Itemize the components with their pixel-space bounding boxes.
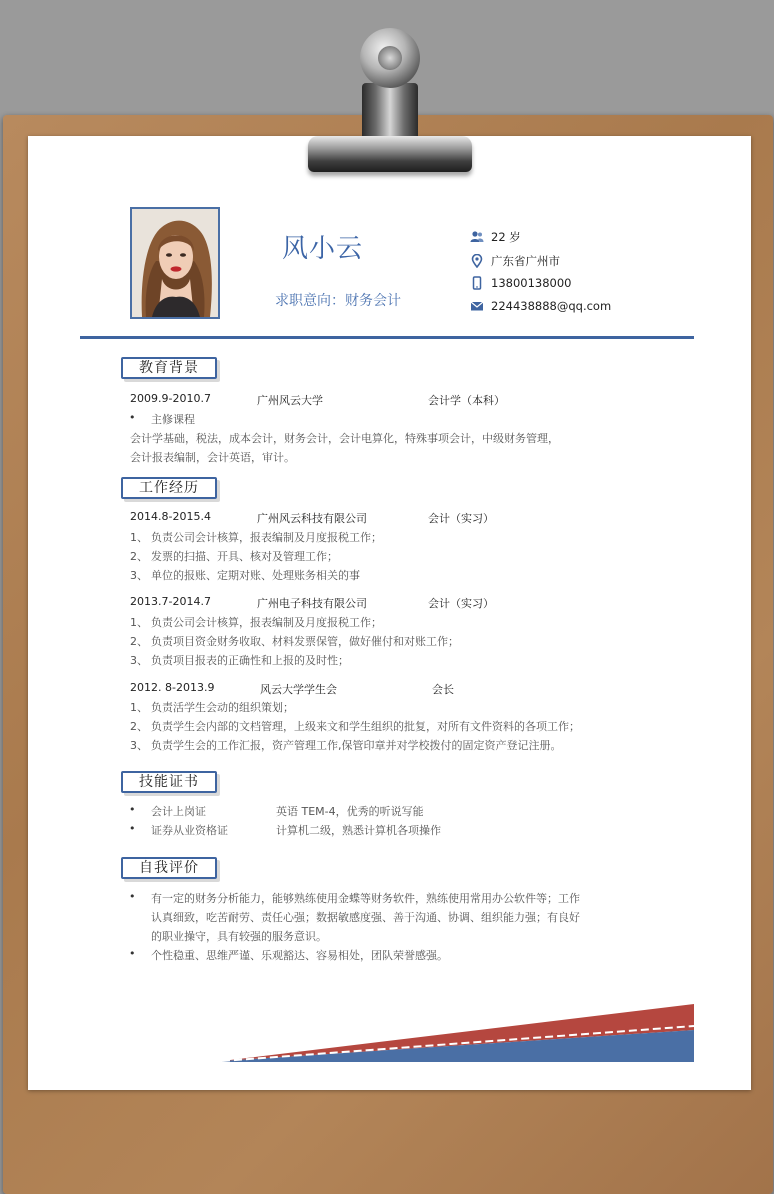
job-item-number: 3、 — [130, 739, 148, 752]
people-icon — [470, 230, 484, 244]
job-item-number: 3、 — [130, 654, 148, 667]
section-title-self-evaluation: 自我评价 — [121, 857, 217, 879]
location-text: 广东省广州市 — [491, 254, 560, 268]
job-item-text: 发票的扫描、开具、核对及管理工作； — [151, 550, 338, 563]
section-title-skills: 技能证书 — [121, 771, 217, 793]
job-item-number: 2、 — [130, 635, 148, 648]
education-school: 广州风云大学 — [257, 394, 323, 407]
footer-decoration — [222, 1004, 694, 1062]
job-item-text: 负责学生会内部的文档管理，上级来文和学生组织的批复，对所有文件资料的各项工作； — [151, 720, 580, 733]
job-org: 广州电子科技有限公司 — [257, 597, 367, 610]
job-intent: 求职意向：财务会计 — [275, 293, 401, 309]
self-eval-line-2: 认真细致，吃苦耐劳、责任心强；数据敏感度强、善于沟通、协调、组织能力强；有良好 — [151, 911, 580, 924]
education-major: 会计学（本科） — [428, 394, 505, 407]
education-courses-line-1: 会计学基础，税法，成本会计，财务会计，会计电算化，特殊事项会计，中级财务管理， — [130, 432, 559, 445]
phone-icon — [470, 276, 484, 290]
job-item-text: 负责公司会计核算，报表编制及月度报税工作； — [151, 531, 382, 544]
location-pin-icon — [470, 254, 484, 268]
job-item-number: 1、 — [130, 701, 148, 714]
skill-name: • 证券从业资格证 — [151, 822, 228, 838]
job-org: 风云大学学生会 — [260, 683, 337, 696]
clip-neck — [362, 83, 418, 143]
skill-name: • 会计上岗证 — [151, 803, 206, 819]
job-period: 2012. 8-2013.9 — [130, 681, 215, 694]
skill-desc: 计算机二级，熟悉计算机各项操作 — [276, 824, 441, 837]
self-eval-line-4: • 个性稳重、思维严谨、乐观豁达、容易相处，团队荣誉感强。 — [151, 947, 448, 963]
job-role: 会长 — [432, 683, 454, 696]
portrait-image — [132, 209, 218, 317]
contact-email — [470, 299, 611, 313]
job-item-text: 单位的报账、定期对账、处理账务相关的事 — [151, 569, 360, 582]
job-role: 会计（实习） — [428, 597, 494, 610]
job-period: 2013.7-2014.7 — [130, 595, 211, 608]
section-title-work: 工作经历 — [121, 477, 217, 499]
job-item-text: 负责学生会的工作汇报，资产管理工作,保管印章并对学校拨付的固定资产登记注册。 — [151, 739, 562, 752]
skill-desc: 英语 TEM-4，优秀的听说写能 — [276, 805, 424, 818]
job-org: 广州风云科技有限公司 — [257, 512, 367, 525]
self-eval-line-1: • 有一定的财务分析能力，能够熟练使用金蝶等财务软件，熟练使用常用办公软件等；工作 — [151, 890, 580, 906]
job-item-text: 负责公司会计核算，报表编制及月度报税工作； — [151, 616, 382, 629]
phone-text: 13800138000 — [491, 276, 572, 290]
job-item-number: 1、 — [130, 616, 148, 629]
job-item-number: 3、 — [130, 569, 148, 582]
job-period: 2014.8-2015.4 — [130, 510, 211, 523]
education-period: 2009.9-2010.7 — [130, 392, 211, 405]
header-divider — [80, 336, 694, 339]
education-courses-line-2: 会计报表编制，会计英语，审计。 — [130, 451, 295, 464]
job-item-number: 2、 — [130, 550, 148, 563]
age-text: 22 岁 — [491, 230, 521, 244]
job-item-number: 2、 — [130, 720, 148, 733]
profile-photo — [130, 207, 220, 319]
candidate-name: 风小云 — [282, 234, 364, 264]
job-item-text: 负责项目报表的正确性和上报的及时性； — [151, 654, 349, 667]
section-title-education: 教育背景 — [121, 357, 217, 379]
clip-ring-hole — [378, 46, 402, 70]
job-item-number: 1、 — [130, 531, 148, 544]
job-item-text: 负责项目资金财务收取、材料发票保管，做好催付和对账工作； — [151, 635, 459, 648]
clip-base — [308, 136, 472, 172]
mail-icon — [470, 299, 484, 313]
contact-phone — [470, 276, 571, 290]
contact-age — [470, 229, 521, 245]
job-role: 会计（实习） — [428, 512, 494, 525]
job-item-text: 负责活学生会动的组织策划； — [151, 701, 294, 714]
education-courses-heading: • 主修课程 — [151, 411, 195, 427]
binder-clip — [290, 28, 490, 178]
contact-location — [470, 253, 560, 269]
self-eval-line-3: 的职业操守，具有较强的服务意识。 — [151, 930, 327, 943]
email-text: 224438888@qq.com — [491, 299, 612, 313]
